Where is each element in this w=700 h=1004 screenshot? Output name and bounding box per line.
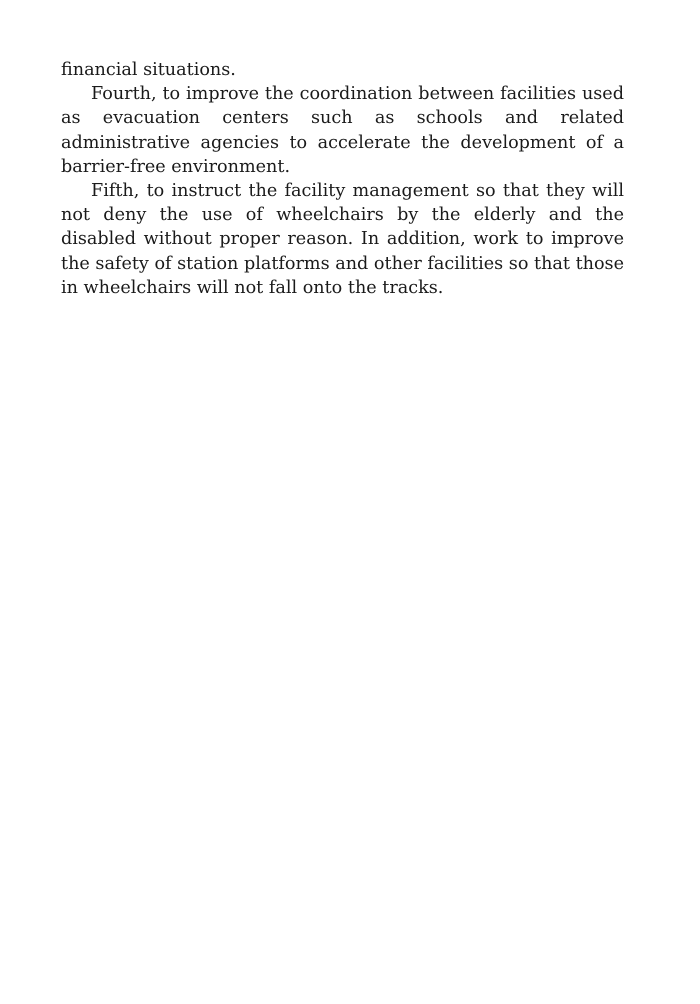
paragraph-continuation: financial situations. bbox=[61, 60, 236, 80]
body-text bbox=[61, 58, 624, 300]
paragraph-fourth: Fourth, to improve the coordination between facilities used as evacuation centers such as schools and related administrative agencies to accelerate the development of a barrier-free environment. bbox=[61, 84, 624, 177]
paragraph-fifth: Fifth, to instruct the facility management so that they will not deny the use of wheelchairs by the elderly and the disabled without proper reason. In addition, work to improve the safety of station platforms and other facilities so that those in wheelchairs will not fall onto the tracks. bbox=[61, 181, 624, 298]
